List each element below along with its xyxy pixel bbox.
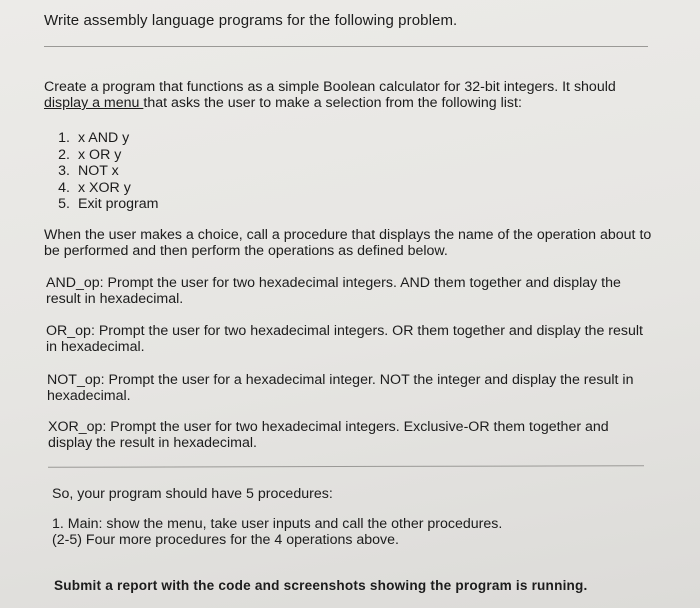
or-op-paragraph: OR_op: Prompt the user for two hexadecimal integers. OR them together and display the result in hexadecimal. xyxy=(46,323,643,355)
menu-list xyxy=(48,130,158,213)
xor-op-paragraph: XOR_op: Prompt the user for two hexadecimal integers. Exclusive-OR them together and display the result in hexadecimal. xyxy=(48,419,609,451)
intro-text-before: Create a program that functions as a simple Boolean calculator for 32-bit integers. It should xyxy=(44,79,616,95)
menu-list-item xyxy=(48,130,158,147)
bottom-divider xyxy=(48,465,644,468)
list-label: x AND y xyxy=(78,130,130,146)
list-label: x XOR y xyxy=(78,179,131,196)
list-number: 5. xyxy=(58,196,70,212)
list-label: x OR y xyxy=(78,146,122,163)
list-label: Exit program xyxy=(78,196,159,212)
intro-paragraph xyxy=(44,79,644,111)
intro-text-after: that asks the user to make a selection from the following list: xyxy=(143,95,522,111)
and-op-paragraph: AND_op: Prompt the user for two hexadecimal integers. AND them together and display the result in hexadecimal. xyxy=(46,275,621,307)
list-number: 3. xyxy=(58,163,70,179)
procedures-intro: So, your program should have 5 procedures: xyxy=(52,486,333,502)
not-op-paragraph: NOT_op: Prompt the user for a hexadecimal integer. NOT the integer and display the result in hexadecimal. xyxy=(47,372,634,404)
list-number: 4. xyxy=(58,179,70,196)
procedure-item: (2-5) Four more procedures for the 4 operations above. xyxy=(52,532,399,548)
list-label: NOT x xyxy=(78,163,119,179)
top-divider xyxy=(44,46,648,47)
list-number: 1. xyxy=(58,130,70,146)
menu-list-item xyxy=(48,180,158,197)
procedure-item: 1. Main: show the menu, take user inputs and call the other procedures. xyxy=(52,516,503,532)
menu-list-item xyxy=(48,147,158,164)
menu-list-item xyxy=(48,196,158,213)
menu-list-item xyxy=(48,163,158,180)
list-number: 2. xyxy=(58,146,70,163)
submit-instruction: Submit a report with the code and screenshots showing the program is running. xyxy=(54,578,588,593)
intro-underlined-text: display a menu xyxy=(44,95,144,111)
choice-paragraph: When the user makes a choice, call a procedure that displays the name of the operation about to be performed and then perform the operations as defined below. xyxy=(44,227,652,259)
page-heading: Write assembly language programs for the following problem. xyxy=(44,12,458,29)
procedures-list xyxy=(52,516,642,548)
